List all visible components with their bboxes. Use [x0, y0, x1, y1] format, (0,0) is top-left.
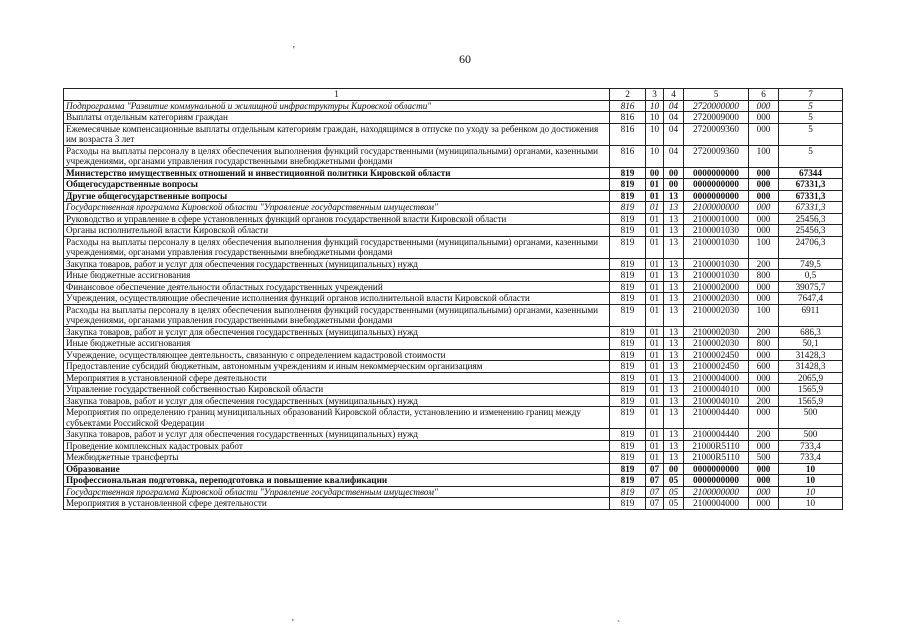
- row-name-cell: Подпрограмма "Развитие коммунальной и жилищной инфраструктуры Кировской области": [64, 100, 610, 112]
- header-cell: 1: [64, 89, 610, 101]
- row-expense-type-cell: 600: [749, 361, 779, 373]
- row-section-cell: 01: [646, 270, 664, 282]
- row-name-cell: Учреждение, осуществляющее деятельность, связанную с определением кадастровой стоимости: [64, 349, 610, 361]
- row-code-cell: 816: [610, 123, 646, 145]
- table-row: [64, 145, 843, 167]
- row-name-cell: Расходы на выплаты персоналу в целях обеспечения выполнения функций государственными (муниципальными) органами, казенными учреждениями, органами управления государственными внебюджетными фондами: [64, 304, 610, 326]
- row-code-cell: 819: [610, 384, 646, 396]
- row-target-cell: 2100002000: [684, 281, 749, 293]
- row-target-cell: 21000R5110: [684, 440, 749, 452]
- row-code-cell: 819: [610, 486, 646, 498]
- row-expense-type-cell: 200: [749, 326, 779, 338]
- row-target-cell: 0000000000: [684, 179, 749, 191]
- row-code-cell: 819: [610, 225, 646, 237]
- table-row: [64, 486, 843, 498]
- row-name-cell: Образование: [64, 463, 610, 475]
- row-code-cell: 819: [610, 452, 646, 464]
- table-row: [64, 304, 843, 326]
- row-target-cell: 2100000000: [684, 202, 749, 214]
- row-section-cell: 01: [646, 281, 664, 293]
- row-amount-cell: 10: [779, 486, 843, 498]
- table-row: [64, 225, 843, 237]
- row-section-cell: 10: [646, 145, 664, 167]
- row-subsection-cell: 13: [664, 190, 684, 202]
- row-expense-type-cell: 000: [749, 167, 779, 179]
- row-target-cell: 2720009360: [684, 123, 749, 145]
- row-name-cell: Государственная программа Кировской области "Управление государственным имуществом": [64, 202, 610, 214]
- row-subsection-cell: 13: [664, 202, 684, 214]
- row-target-cell: 0000000000: [684, 463, 749, 475]
- row-expense-type-cell: 800: [749, 270, 779, 282]
- row-name-cell: Предоставление субсидий бюджетным, автономным учреждениям и иным некоммерческим организациям: [64, 361, 610, 373]
- table-row: [64, 384, 843, 396]
- row-expense-type-cell: 200: [749, 395, 779, 407]
- row-subsection-cell: 13: [664, 293, 684, 305]
- row-amount-cell: 31428,3: [779, 349, 843, 361]
- row-name-cell: Закупка товаров, работ и услуг для обеспечения государственных (муниципальных) нужд: [64, 395, 610, 407]
- row-amount-cell: 7647,4: [779, 293, 843, 305]
- header-cell: 6: [749, 89, 779, 101]
- table-row: [64, 498, 843, 510]
- row-section-cell: 01: [646, 452, 664, 464]
- row-subsection-cell: 13: [664, 258, 684, 270]
- row-name-cell: Руководство и управление в сфере установленных функций органов государственной власти Кировской области: [64, 213, 610, 225]
- row-code-cell: 819: [610, 167, 646, 179]
- row-amount-cell: 500: [779, 407, 843, 429]
- row-expense-type-cell: 000: [749, 213, 779, 225]
- row-amount-cell: 25456,3: [779, 213, 843, 225]
- table-row: [64, 258, 843, 270]
- row-amount-cell: 25456,3: [779, 225, 843, 237]
- row-expense-type-cell: 000: [749, 202, 779, 214]
- table-row: [64, 349, 843, 361]
- row-name-cell: Закупка товаров, работ и услуг для обеспечения государственных (муниципальных) нужд: [64, 258, 610, 270]
- row-subsection-cell: 13: [664, 270, 684, 282]
- row-subsection-cell: 13: [664, 452, 684, 464]
- row-amount-cell: 5: [779, 100, 843, 112]
- row-expense-type-cell: 000: [749, 225, 779, 237]
- table-row: [64, 112, 843, 124]
- row-section-cell: 10: [646, 100, 664, 112]
- row-code-cell: 819: [610, 395, 646, 407]
- row-target-cell: 2100002030: [684, 293, 749, 305]
- table-row: [64, 475, 843, 487]
- row-subsection-cell: 13: [664, 236, 684, 258]
- row-amount-cell: 50,1: [779, 338, 843, 350]
- row-target-cell: 2100002030: [684, 304, 749, 326]
- row-amount-cell: 10: [779, 498, 843, 510]
- row-expense-type-cell: 000: [749, 384, 779, 396]
- row-subsection-cell: 05: [664, 498, 684, 510]
- row-code-cell: 819: [610, 440, 646, 452]
- row-expense-type-cell: 000: [749, 123, 779, 145]
- row-amount-cell: 749,5: [779, 258, 843, 270]
- row-subsection-cell: 13: [664, 338, 684, 350]
- row-section-cell: 01: [646, 349, 664, 361]
- header-cell: 2: [610, 89, 646, 101]
- table-row: [64, 236, 843, 258]
- row-expense-type-cell: 000: [749, 407, 779, 429]
- row-name-cell: Мероприятия в установленной сфере деятельности: [64, 372, 610, 384]
- row-amount-cell: 67344: [779, 167, 843, 179]
- row-section-cell: 01: [646, 361, 664, 373]
- row-name-cell: Управление государственной собственностью Кировской области: [64, 384, 610, 396]
- row-name-cell: Общегосударственные вопросы: [64, 179, 610, 191]
- row-expense-type-cell: 500: [749, 452, 779, 464]
- table-row: [64, 281, 843, 293]
- row-section-cell: 10: [646, 112, 664, 124]
- row-section-cell: 01: [646, 440, 664, 452]
- table-row: [64, 440, 843, 452]
- row-target-cell: 2100001000: [684, 213, 749, 225]
- row-amount-cell: 500: [779, 429, 843, 441]
- row-code-cell: 819: [610, 213, 646, 225]
- row-target-cell: 2100001030: [684, 258, 749, 270]
- row-target-cell: 21000R5110: [684, 452, 749, 464]
- table-row: [64, 361, 843, 373]
- row-amount-cell: 31428,3: [779, 361, 843, 373]
- row-name-cell: Иные бюджетные ассигнования: [64, 338, 610, 350]
- row-amount-cell: 686,3: [779, 326, 843, 338]
- table-row: [64, 326, 843, 338]
- row-expense-type-cell: 000: [749, 440, 779, 452]
- row-target-cell: 2720000000: [684, 100, 749, 112]
- row-target-cell: 2100001030: [684, 225, 749, 237]
- row-target-cell: 2720009360: [684, 145, 749, 167]
- row-code-cell: 819: [610, 179, 646, 191]
- row-section-cell: 00: [646, 167, 664, 179]
- row-amount-cell: 1565,9: [779, 384, 843, 396]
- row-target-cell: 2100004010: [684, 395, 749, 407]
- row-code-cell: 819: [610, 349, 646, 361]
- row-code-cell: 819: [610, 304, 646, 326]
- row-target-cell: 2100004000: [684, 498, 749, 510]
- row-target-cell: 2100002030: [684, 326, 749, 338]
- row-section-cell: 07: [646, 498, 664, 510]
- page-number: 60: [459, 52, 471, 66]
- row-expense-type-cell: 000: [749, 475, 779, 487]
- header-cell: 3: [646, 89, 664, 101]
- row-section-cell: 01: [646, 395, 664, 407]
- row-code-cell: 819: [610, 202, 646, 214]
- row-subsection-cell: 13: [664, 440, 684, 452]
- row-section-cell: 01: [646, 213, 664, 225]
- row-section-cell: 01: [646, 293, 664, 305]
- row-code-cell: 819: [610, 190, 646, 202]
- row-target-cell: 2100001030: [684, 270, 749, 282]
- row-subsection-cell: 04: [664, 100, 684, 112]
- budget-table-body: [64, 89, 843, 510]
- row-code-cell: 819: [610, 372, 646, 384]
- row-expense-type-cell: 100: [749, 304, 779, 326]
- row-expense-type-cell: 000: [749, 349, 779, 361]
- row-expense-type-cell: 800: [749, 338, 779, 350]
- row-name-cell: Профессиональная подготовка, переподготовка и повышение квалификации: [64, 475, 610, 487]
- row-target-cell: 2100002450: [684, 349, 749, 361]
- row-code-cell: 819: [610, 475, 646, 487]
- row-subsection-cell: 13: [664, 281, 684, 293]
- table-header-row: [64, 89, 843, 101]
- row-amount-cell: 10: [779, 475, 843, 487]
- row-section-cell: 01: [646, 372, 664, 384]
- row-section-cell: 01: [646, 258, 664, 270]
- row-expense-type-cell: 000: [749, 463, 779, 475]
- row-name-cell: Мероприятия по определению границ муниципальных образований Кировской области, установлению и изменению границ между субъектами Российской Федерации: [64, 407, 610, 429]
- row-subsection-cell: 04: [664, 123, 684, 145]
- header-cell: 5: [684, 89, 749, 101]
- row-expense-type-cell: 000: [749, 281, 779, 293]
- table-row: [64, 395, 843, 407]
- row-expense-type-cell: 100: [749, 236, 779, 258]
- row-code-cell: 816: [610, 100, 646, 112]
- row-expense-type-cell: 000: [749, 498, 779, 510]
- row-name-cell: Финансовое обеспечение деятельности областных государственных учреждений: [64, 281, 610, 293]
- table-row: [64, 202, 843, 214]
- row-amount-cell: 67331,3: [779, 190, 843, 202]
- row-subsection-cell: 13: [664, 225, 684, 237]
- row-name-cell: Министерство имущественных отношений и инвестиционной политики Кировской области: [64, 167, 610, 179]
- row-expense-type-cell: 000: [749, 179, 779, 191]
- row-subsection-cell: 05: [664, 475, 684, 487]
- row-section-cell: 07: [646, 486, 664, 498]
- row-subsection-cell: 05: [664, 486, 684, 498]
- row-section-cell: 01: [646, 236, 664, 258]
- row-subsection-cell: 13: [664, 429, 684, 441]
- row-code-cell: 819: [610, 236, 646, 258]
- row-code-cell: 819: [610, 498, 646, 510]
- row-section-cell: 07: [646, 463, 664, 475]
- table-row: [64, 293, 843, 305]
- table-row: [64, 463, 843, 475]
- row-subsection-cell: 00: [664, 167, 684, 179]
- row-section-cell: 01: [646, 304, 664, 326]
- row-subsection-cell: 04: [664, 112, 684, 124]
- table-row: [64, 213, 843, 225]
- row-code-cell: 819: [610, 293, 646, 305]
- row-amount-cell: 2065,9: [779, 372, 843, 384]
- row-subsection-cell: 00: [664, 179, 684, 191]
- table-row: [64, 179, 843, 191]
- row-target-cell: 2100004440: [684, 429, 749, 441]
- table-row: [64, 429, 843, 441]
- row-name-cell: Проведение комплексных кадастровых работ: [64, 440, 610, 452]
- row-amount-cell: 0,5: [779, 270, 843, 282]
- row-amount-cell: 39075,7: [779, 281, 843, 293]
- row-section-cell: 07: [646, 475, 664, 487]
- row-subsection-cell: 13: [664, 395, 684, 407]
- row-section-cell: 10: [646, 123, 664, 145]
- table-row: [64, 338, 843, 350]
- row-section-cell: 01: [646, 190, 664, 202]
- table-row: [64, 190, 843, 202]
- header-cell: 7: [779, 89, 843, 101]
- row-name-cell: Мероприятия в установленной сфере деятельности: [64, 498, 610, 510]
- row-section-cell: 01: [646, 326, 664, 338]
- row-expense-type-cell: 000: [749, 486, 779, 498]
- row-target-cell: 2100004010: [684, 384, 749, 396]
- row-target-cell: 0000000000: [684, 475, 749, 487]
- row-name-cell: Расходы на выплаты персоналу в целях обеспечения выполнения функций государственными (муниципальными) органами, казенными учреждениями, органами управления государственными внебюджетными фондами: [64, 145, 610, 167]
- row-code-cell: 819: [610, 429, 646, 441]
- row-section-cell: 01: [646, 429, 664, 441]
- row-target-cell: 2100000000: [684, 486, 749, 498]
- table-row: [64, 100, 843, 112]
- budget-table: [63, 88, 843, 510]
- row-subsection-cell: 13: [664, 407, 684, 429]
- row-expense-type-cell: 000: [749, 112, 779, 124]
- row-name-cell: Закупка товаров, работ и услуг для обеспечения государственных (муниципальных) нужд: [64, 326, 610, 338]
- row-name-cell: Органы исполнительной власти Кировской области: [64, 225, 610, 237]
- scan-mark: ': [292, 618, 294, 629]
- row-expense-type-cell: 000: [749, 190, 779, 202]
- scan-mark: `: [617, 620, 621, 631]
- row-subsection-cell: 04: [664, 145, 684, 167]
- row-name-cell: Выплаты отдельным категориям граждан: [64, 112, 610, 124]
- row-section-cell: 01: [646, 179, 664, 191]
- row-amount-cell: 1565,9: [779, 395, 843, 407]
- table-row: [64, 123, 843, 145]
- row-code-cell: 819: [610, 281, 646, 293]
- row-subsection-cell: 13: [664, 213, 684, 225]
- row-target-cell: 0000000000: [684, 167, 749, 179]
- row-code-cell: 819: [610, 463, 646, 475]
- row-code-cell: 816: [610, 112, 646, 124]
- row-target-cell: 2100004000: [684, 372, 749, 384]
- row-section-cell: 01: [646, 384, 664, 396]
- row-code-cell: 819: [610, 270, 646, 282]
- row-amount-cell: 733,4: [779, 452, 843, 464]
- table-row: [64, 452, 843, 464]
- row-name-cell: Ежемесячные компенсационные выплаты отдельным категориям граждан, находящимся в отпуске по уходу за ребенком до достижения им возраста 3 лет: [64, 123, 610, 145]
- row-section-cell: 01: [646, 338, 664, 350]
- row-target-cell: 2100004440: [684, 407, 749, 429]
- row-expense-type-cell: 000: [749, 293, 779, 305]
- row-code-cell: 816: [610, 145, 646, 167]
- row-expense-type-cell: 000: [749, 100, 779, 112]
- row-target-cell: 2100002450: [684, 361, 749, 373]
- row-target-cell: 2100001030: [684, 236, 749, 258]
- row-name-cell: Закупка товаров, работ и услуг для обеспечения государственных (муниципальных) нужд: [64, 429, 610, 441]
- table-row: [64, 372, 843, 384]
- row-expense-type-cell: 100: [749, 145, 779, 167]
- table-row: [64, 270, 843, 282]
- row-amount-cell: 10: [779, 463, 843, 475]
- row-section-cell: 01: [646, 407, 664, 429]
- row-name-cell: Межбюджетные трансферты: [64, 452, 610, 464]
- row-target-cell: 2720009000: [684, 112, 749, 124]
- row-subsection-cell: 13: [664, 304, 684, 326]
- scan-mark: ': [293, 45, 295, 56]
- row-code-cell: 819: [610, 258, 646, 270]
- row-code-cell: 819: [610, 338, 646, 350]
- row-code-cell: 819: [610, 407, 646, 429]
- row-expense-type-cell: 000: [749, 372, 779, 384]
- table-row: [64, 407, 843, 429]
- row-subsection-cell: 13: [664, 361, 684, 373]
- row-section-cell: 01: [646, 225, 664, 237]
- row-amount-cell: 67331,3: [779, 179, 843, 191]
- row-target-cell: 2100002030: [684, 338, 749, 350]
- row-expense-type-cell: 200: [749, 258, 779, 270]
- row-amount-cell: 5: [779, 112, 843, 124]
- row-subsection-cell: 00: [664, 463, 684, 475]
- row-name-cell: Другие общегосударственные вопросы: [64, 190, 610, 202]
- row-amount-cell: 5: [779, 145, 843, 167]
- row-subsection-cell: 13: [664, 326, 684, 338]
- row-code-cell: 819: [610, 326, 646, 338]
- row-name-cell: Иные бюджетные ассигнования: [64, 270, 610, 282]
- row-subsection-cell: 13: [664, 349, 684, 361]
- header-cell: 4: [664, 89, 684, 101]
- row-code-cell: 819: [610, 361, 646, 373]
- row-amount-cell: 24706,3: [779, 236, 843, 258]
- row-amount-cell: 733,4: [779, 440, 843, 452]
- row-expense-type-cell: 200: [749, 429, 779, 441]
- row-amount-cell: 6911: [779, 304, 843, 326]
- row-name-cell: Учреждения, осуществляющие обеспечение исполнения функций органов исполнительной власти Кировской области: [64, 293, 610, 305]
- row-amount-cell: 67331,3: [779, 202, 843, 214]
- table-row: [64, 167, 843, 179]
- row-name-cell: Государственная программа Кировской области "Управление государственным имуществом": [64, 486, 610, 498]
- row-subsection-cell: 13: [664, 384, 684, 396]
- row-section-cell: 01: [646, 202, 664, 214]
- row-amount-cell: 5: [779, 123, 843, 145]
- row-target-cell: 0000000000: [684, 190, 749, 202]
- row-name-cell: Расходы на выплаты персоналу в целях обеспечения выполнения функций государственными (муниципальными) органами, казенными учреждениями, органами управления государственными внебюджетными фондами: [64, 236, 610, 258]
- row-subsection-cell: 13: [664, 372, 684, 384]
